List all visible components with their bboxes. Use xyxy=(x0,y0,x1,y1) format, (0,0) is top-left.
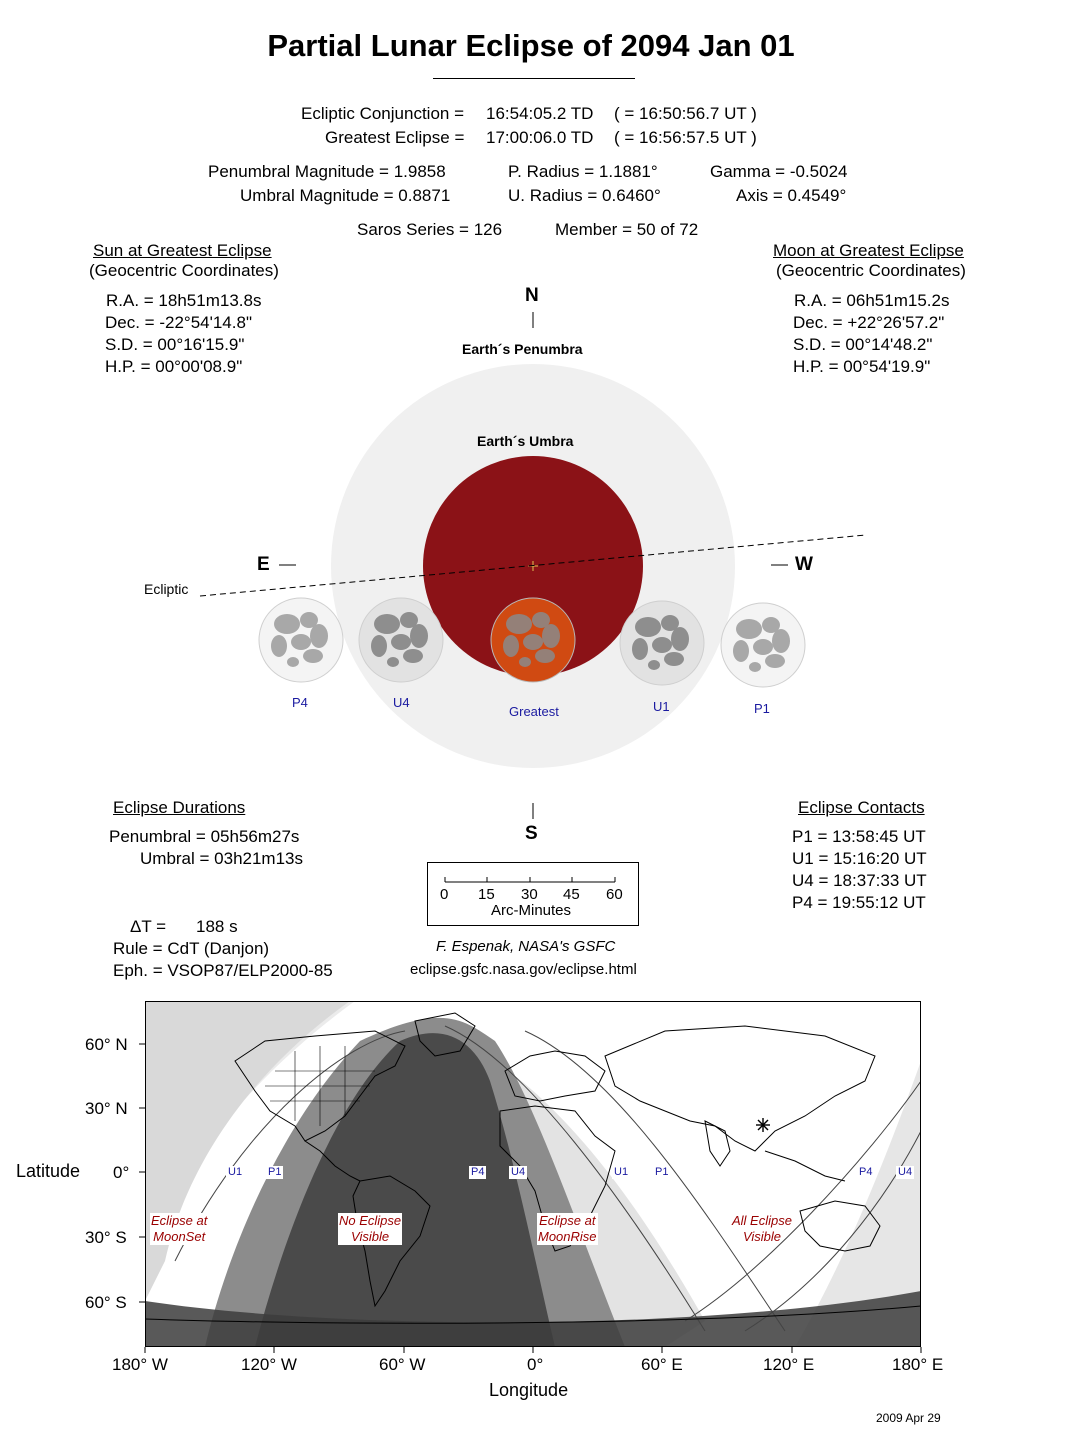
axis-value: Axis = 0.4549° xyxy=(736,186,847,205)
sun-ra: R.A. = 18h51m13.8s xyxy=(106,291,262,310)
map-contact-p4-right: P4 xyxy=(859,1166,873,1178)
map-contact-u4-right: U4 xyxy=(898,1166,913,1178)
date-stamp: 2009 Apr 29 xyxy=(876,1411,941,1425)
sun-dec: Dec. = -22°54'14.8" xyxy=(105,313,252,332)
scale-tick-30: 30 xyxy=(521,886,538,903)
credit-author: F. Espenak, NASA's GSFC xyxy=(436,938,616,955)
map-contact-p1-right: P1 xyxy=(655,1166,669,1178)
lat-tick-0: 0° xyxy=(113,1163,130,1182)
contact-u1: U1 = 15:16:20 UT xyxy=(792,849,927,868)
north-label: N xyxy=(525,285,539,306)
lat-tick-30s: 30° S xyxy=(85,1228,127,1247)
moon-label-u4: U4 xyxy=(393,695,410,710)
south-label: S xyxy=(525,823,538,844)
contacts-heading: Eclipse Contacts xyxy=(798,798,925,817)
scale-tick-45: 45 xyxy=(563,886,580,903)
map-contact-p1-left: P1 xyxy=(268,1166,282,1178)
ecliptic-label: Ecliptic xyxy=(144,581,189,597)
penumbra-radius: P. Radius = 1.1881° xyxy=(508,162,658,181)
scale-label: Arc-Minutes xyxy=(491,902,572,919)
region-moonrise: Eclipse at MoonRise xyxy=(538,1213,597,1244)
region-all-visible: All Eclipse Visible xyxy=(732,1213,792,1244)
moon-coords-sub: (Geocentric Coordinates) xyxy=(776,261,966,280)
contact-p1: P1 = 13:58:45 UT xyxy=(792,827,926,846)
lon-tick-180e: 180° E xyxy=(892,1355,944,1374)
conjunction-td: 16:54:05.2 TD xyxy=(486,104,594,123)
umbral-magnitude: Umbral Magnitude = 0.8871 xyxy=(240,186,451,205)
map-contact-p4-left: P4 xyxy=(471,1166,485,1178)
contact-p4: P4 = 19:55:12 UT xyxy=(792,893,926,912)
west-label: W xyxy=(795,554,813,575)
gamma-value: Gamma = -0.5024 xyxy=(710,162,848,181)
map-contact-u1-right: U1 xyxy=(614,1166,629,1178)
rule-value: Rule = CdT (Danjon) xyxy=(113,939,270,958)
moon-heading: Moon at Greatest Eclipse xyxy=(773,241,964,260)
lon-tick-120e: 120° E xyxy=(763,1355,815,1374)
scale-tick-0: 0 xyxy=(440,886,449,903)
map-contact-u1-left: U1 xyxy=(228,1166,243,1178)
moon-sd: S.D. = 00°14'48.2" xyxy=(793,335,933,354)
sun-hp: H.P. = 00°00'08.9" xyxy=(105,357,243,376)
sun-coords-sub: (Geocentric Coordinates) xyxy=(89,261,279,280)
saros-series: Saros Series = 126 xyxy=(357,220,503,239)
moon-label-u1: U1 xyxy=(653,699,670,714)
page-title: Partial Lunar Eclipse of 2094 Jan 01 xyxy=(267,28,795,63)
durations-heading: Eclipse Durations xyxy=(113,798,246,817)
saros-member: Member = 50 of 72 xyxy=(555,220,699,239)
lat-tick-30n: 30° N xyxy=(85,1099,128,1118)
moon-ra: R.A. = 06h51m15.2s xyxy=(794,291,950,310)
sun-heading: Sun at Greatest Eclipse xyxy=(93,241,272,260)
map-contact-u4-left: U4 xyxy=(511,1166,526,1178)
umbra-radius: U. Radius = 0.6460° xyxy=(508,186,661,205)
moon-label-greatest: Greatest xyxy=(509,704,559,719)
delta-t-value: 188 s xyxy=(196,917,238,936)
region-moonset: Eclipse at MoonSet xyxy=(151,1213,208,1244)
duration-penumbral: Penumbral = 05h56m27s xyxy=(109,827,300,846)
scale-tick-60: 60 xyxy=(606,886,623,903)
duration-umbral: Umbral = 03h21m13s xyxy=(140,849,304,868)
east-label: E xyxy=(257,554,270,575)
longitude-title: Longitude xyxy=(489,1380,569,1400)
conjunction-label: Ecliptic Conjunction = xyxy=(301,104,465,123)
scale-tick-15: 15 xyxy=(478,886,495,903)
greatest-td: 17:00:06.0 TD xyxy=(486,128,594,147)
sun-sd: S.D. = 00°16'15.9" xyxy=(105,335,245,354)
lon-tick-0: 0° xyxy=(527,1355,544,1374)
world-map xyxy=(145,1001,921,1347)
penumbra-label: Earth´s Penumbra xyxy=(462,341,583,357)
moon-label-p1: P1 xyxy=(754,701,770,716)
region-no-eclipse: No Eclipse Visible xyxy=(339,1213,402,1244)
greatest-label: Greatest Eclipse = xyxy=(325,128,465,147)
lon-tick-120w: 120° W xyxy=(241,1355,297,1374)
lat-tick-60s: 60° S xyxy=(85,1293,127,1312)
conjunction-ut: ( = 16:50:56.7 UT ) xyxy=(614,104,757,123)
lon-tick-180w: 180° W xyxy=(112,1355,168,1374)
credit-url: eclipse.gsfc.nasa.gov/eclipse.html xyxy=(410,961,637,978)
delta-t-label: ΔT = xyxy=(130,917,167,936)
moon-label-p4: P4 xyxy=(292,695,308,710)
lon-tick-60e: 60° E xyxy=(641,1355,683,1374)
lat-tick-60n: 60° N xyxy=(85,1035,128,1054)
moon-dec: Dec. = +22°26'57.2" xyxy=(793,313,945,332)
latitude-title: Latitude xyxy=(16,1161,81,1181)
ephemeris-value: Eph. = VSOP87/ELP2000-85 xyxy=(113,961,333,980)
moon-hp: H.P. = 00°54'19.9" xyxy=(793,357,931,376)
umbra-label: Earth´s Umbra xyxy=(477,433,574,449)
penumbral-magnitude: Penumbral Magnitude = 1.9858 xyxy=(208,162,446,181)
lon-tick-60w: 60° W xyxy=(379,1355,426,1374)
contact-u4: U4 = 18:37:33 UT xyxy=(792,871,927,890)
greatest-ut: ( = 16:56:57.5 UT ) xyxy=(614,128,757,147)
